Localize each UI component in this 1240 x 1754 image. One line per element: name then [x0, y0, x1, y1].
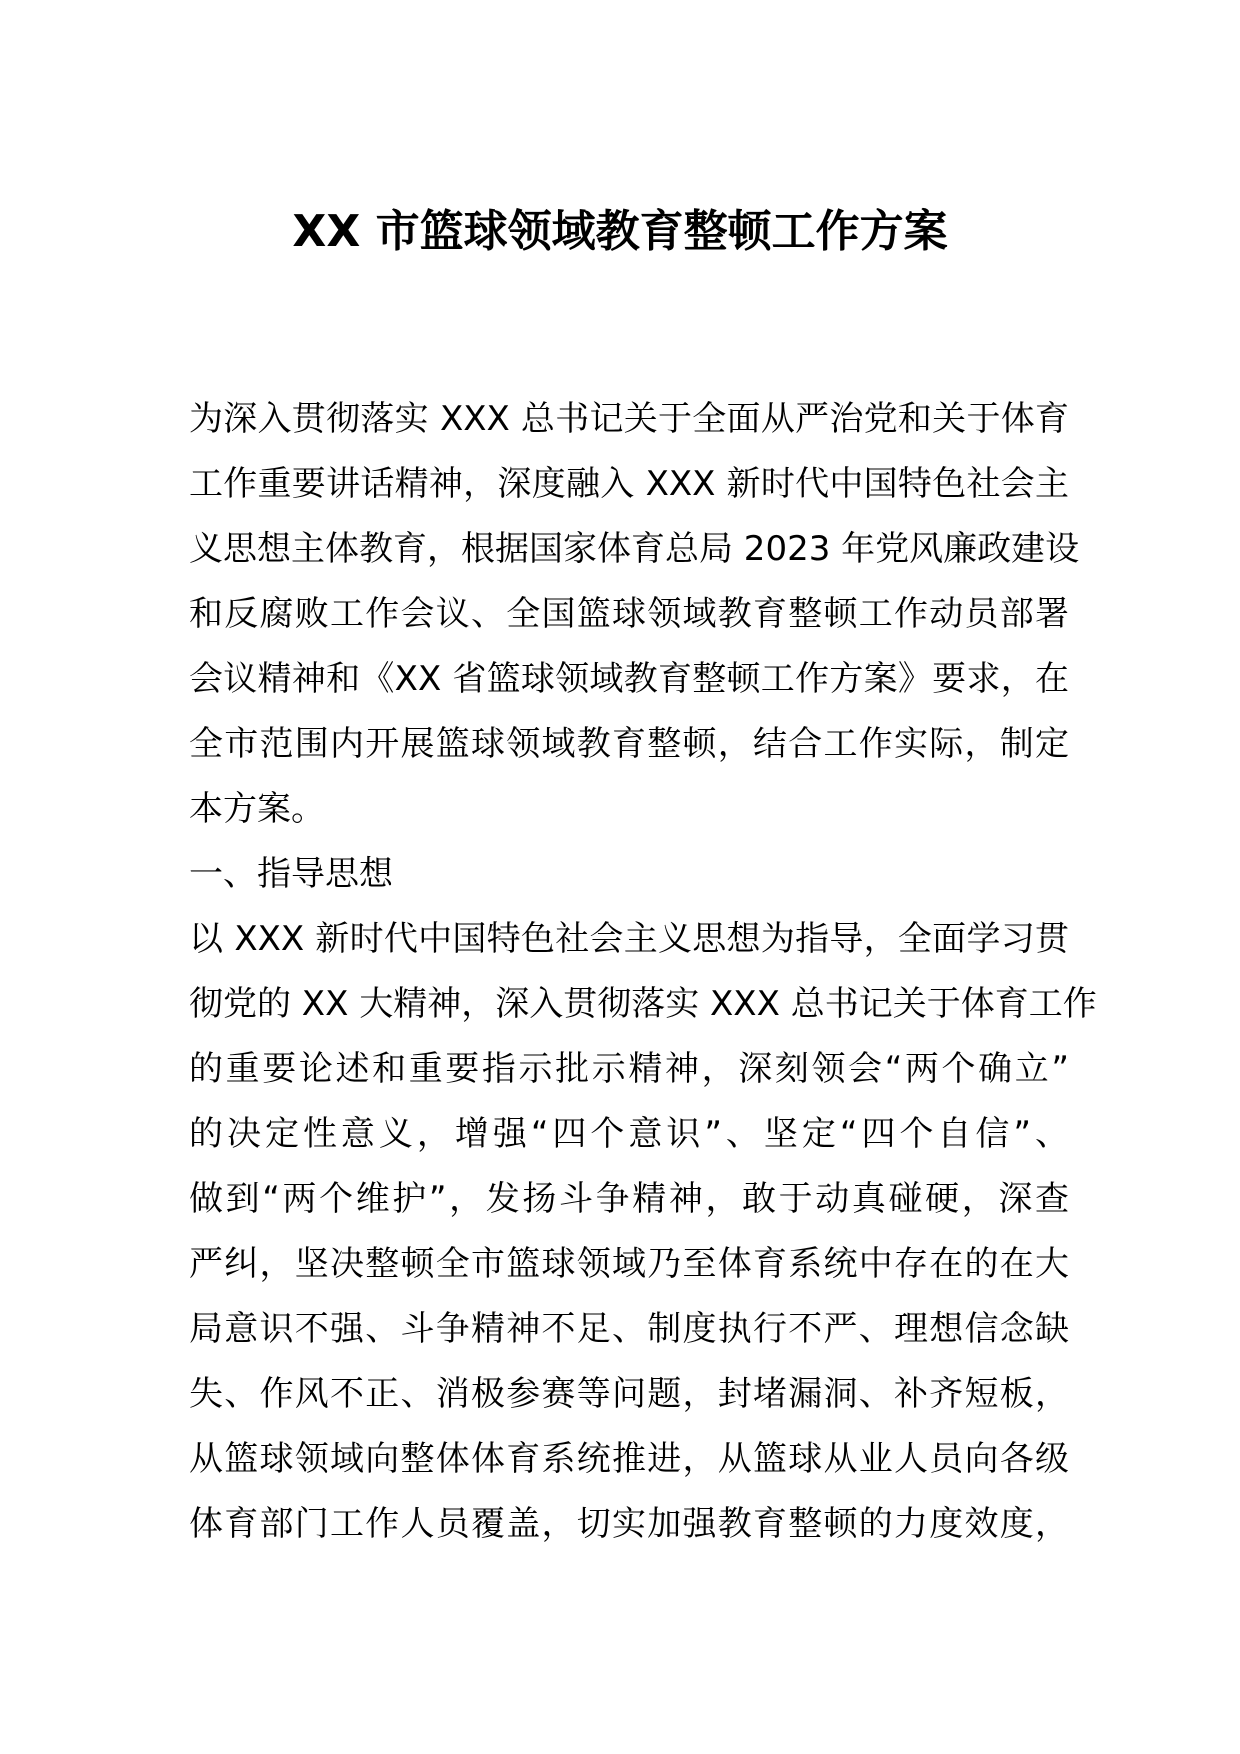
body-line: 本方案。	[189, 789, 325, 829]
body-line: 会议精神和《XX 省篮球领域教育整顿工作方案》要求，在	[189, 659, 1069, 699]
body-line: 做到“两个维护”，发扬斗争精神，敢于动真碰硬，深查	[189, 1179, 1069, 1219]
body-line: 失、作风不正、消极参赛等问题，封堵漏洞、补齐短板，	[189, 1374, 1069, 1414]
document-body	[189, 387, 1097, 1557]
body-line: 以 XXX 新时代中国特色社会主义思想为指导，全面学习贯	[189, 919, 1069, 959]
body-line: 工作重要讲话精神，深度融入 XXX 新时代中国特色社会主	[189, 464, 1069, 504]
body-line: 一、指导思想	[189, 854, 393, 894]
body-line: 体育部门工作人员覆盖，切实加强教育整顿的力度效度，	[189, 1504, 1069, 1544]
document-title: XX 市篮球领域教育整顿工作方案	[292, 206, 948, 257]
body-line: 为深入贯彻落实 XXX 总书记关于全面从严治党和关于体育	[189, 399, 1069, 439]
body-line: 局意识不强、斗争精神不足、制度执行不严、理想信念缺	[189, 1309, 1069, 1349]
body-line: 的决定性意义，增强“四个意识”、坚定“四个自信”、	[189, 1114, 1069, 1154]
body-line: 的重要论述和重要指示批示精神，深刻领会“两个确立”	[189, 1049, 1069, 1089]
body-line: 从篮球领域向整体体育系统推进，从篮球从业人员向各级	[189, 1439, 1069, 1479]
body-line: 全市范围内开展篮球领域教育整顿，结合工作实际，制定	[189, 724, 1069, 764]
body-line: 和反腐败工作会议、全国篮球领域教育整顿工作动员部署	[189, 594, 1069, 634]
body-line: 严纠，坚决整顿全市篮球领域乃至体育系统中存在的在大	[189, 1244, 1069, 1284]
body-line: 彻党的 XX 大精神，深入贯彻落实 XXX 总书记关于体育工作	[189, 984, 1097, 1024]
body-line: 义思想主体教育，根据国家体育总局 2023 年党风廉政建设	[189, 529, 1080, 569]
